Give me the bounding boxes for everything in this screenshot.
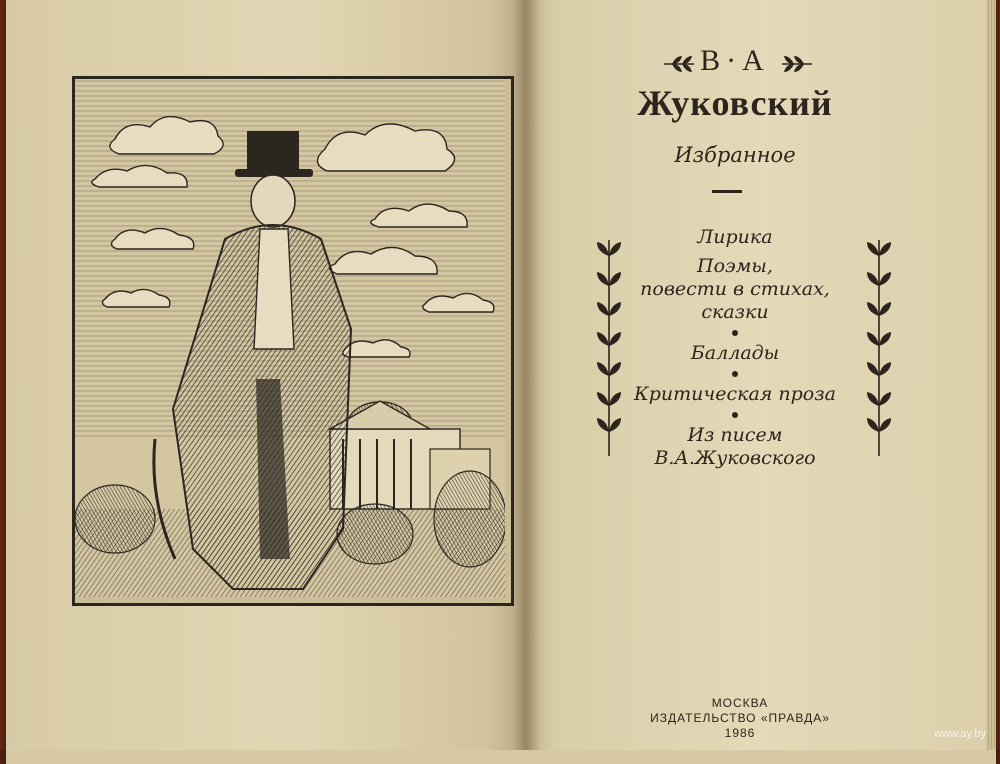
book-spine <box>512 0 540 750</box>
contents-separator <box>732 330 738 336</box>
contents-separator <box>732 412 738 418</box>
leaf-ornament-left-icon <box>662 52 698 76</box>
book-title: Избранное <box>674 143 796 167</box>
engraving-illustration <box>75 79 505 597</box>
contents-item: повести в стихах, <box>640 278 830 300</box>
leaf-ornament-right-icon <box>778 52 814 76</box>
author-initials: В·А <box>700 44 770 77</box>
imprint-publisher: ИЗДАТЕЛЬСТВО «ПРАВДА» <box>650 711 830 725</box>
contents-item: сказки <box>701 301 769 323</box>
title-divider <box>712 190 742 193</box>
contents-item: Поэмы, <box>697 255 773 277</box>
author-surname: Жуковский <box>637 83 833 123</box>
contents-item: В.А.Жуковского <box>654 447 816 469</box>
contents-item: Лирика <box>697 226 773 248</box>
frontispiece-engraving <box>72 76 514 606</box>
site-watermark: www.ay.by <box>934 728 986 740</box>
contents-separator <box>732 371 738 377</box>
contents-item: Критическая проза <box>634 383 836 405</box>
imprint-year: 1986 <box>724 726 756 740</box>
contents-item: Баллады <box>690 342 780 364</box>
contents-item: Из писем <box>687 424 783 446</box>
contents-list <box>610 226 860 470</box>
laurel-branch-right-icon <box>864 236 894 458</box>
page-edges <box>986 0 996 750</box>
imprint-city: МОСКВА <box>711 696 769 710</box>
